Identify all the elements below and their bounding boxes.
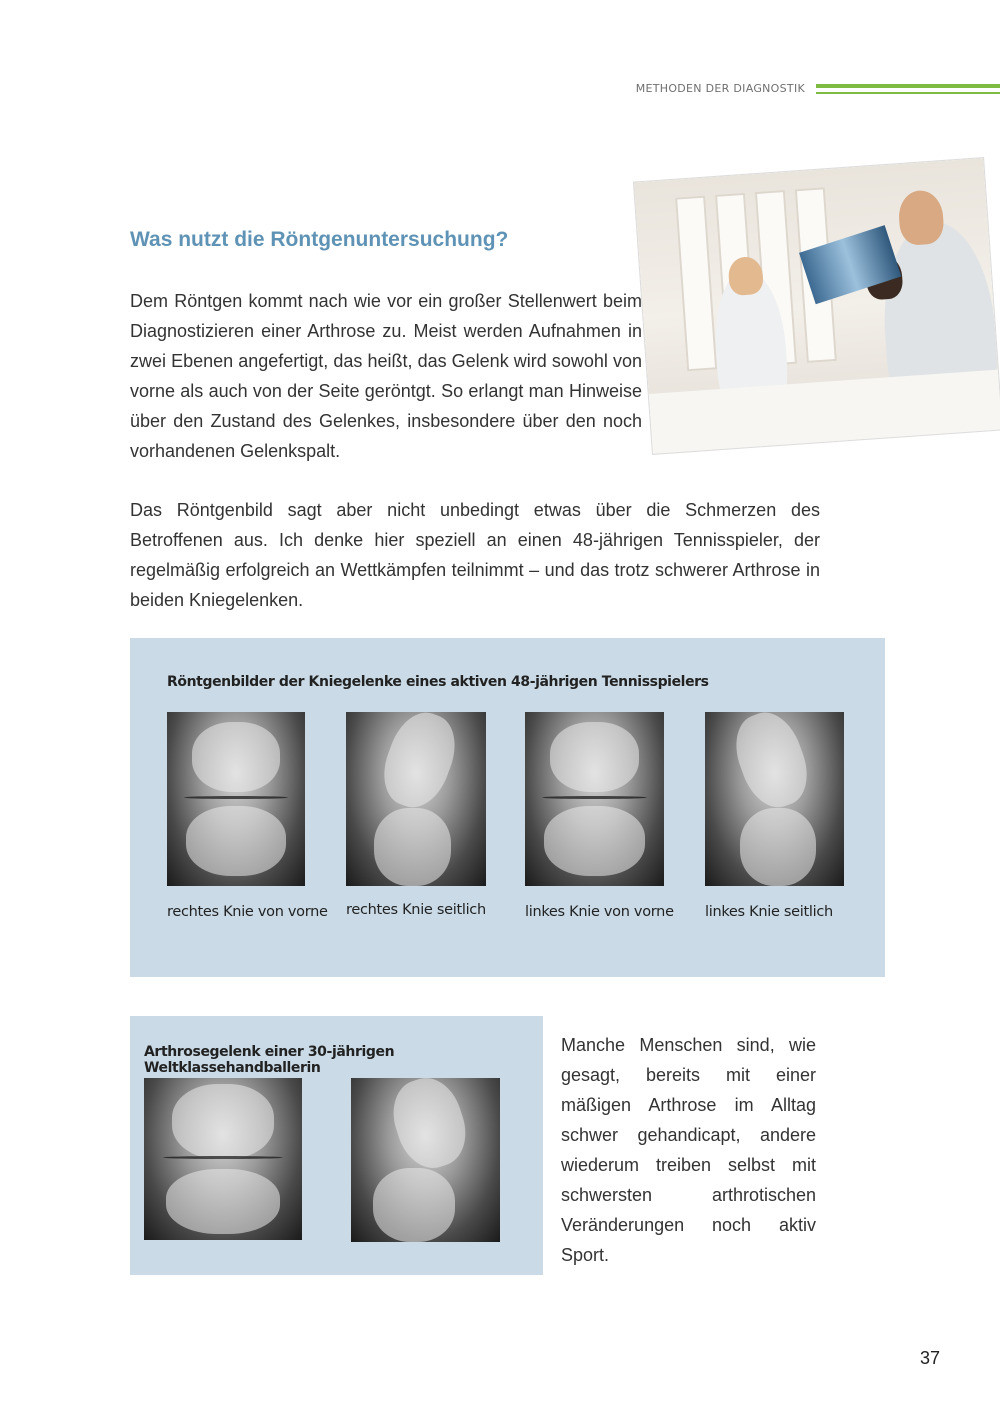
header-accent-bar: [816, 84, 1000, 88]
section-title: Was nutzt die Röntgenuntersuchung?: [130, 228, 509, 251]
paragraph-conclusion: Manche Menschen sind, wie gesagt, bereits mit einer mäßigen Arthrose im Alltag schwer gehandicapt, andere wiederum treiben selbst mit schwersten arthrotischen Veränderungen noch aktiv Sport.: [561, 1035, 816, 1265]
xray-left-knee-front: [525, 712, 664, 886]
label-left-knee-front: linkes Knie von vorne: [525, 904, 674, 920]
figure-handball-xrays: [130, 1016, 543, 1275]
header-accent-bar-thin: [816, 92, 1000, 94]
figure-caption: Röntgenbilder der Kniegelenke eines aktiven 48-jährigen Tennisspielers: [167, 674, 709, 690]
xray-right-knee-front: [167, 712, 305, 886]
page-number: 37: [919, 1348, 940, 1368]
label-right-knee-side: rechtes Knie seitlich: [346, 902, 486, 918]
paragraph-intro: Dem Röntgen kommt nach wie vor ein großer Stellenwert beim Diagnostizieren einer Arthrose zu. Meist werden Aufnahmen in zwei Ebenen angefertigt, das heißt, das Gelenk wird sowohl von vorne als auch von der Seite geröntgt. So erlangt man Hinweise über den Zustand des Gelenkes, insbesondere über den noch vorhandenen Gelenkspalt.: [130, 291, 642, 461]
label-right-knee-front: rechtes Knie von vorne: [167, 904, 328, 920]
xray-handball-side: [351, 1078, 500, 1242]
figure-tennis-xrays: [130, 638, 885, 977]
xray-right-knee-side: [346, 712, 486, 886]
paragraph-tennis-player: Das Röntgenbild sagt aber nicht unbedingt etwas über die Schmerzen des Betroffenen aus. Ich denke hier speziell an einen 48-jährigen Tennisspieler, der regelmäßig erfolgreich an Wettkämpfen teilnimmt – und das trotz schwerer Arthrose in beiden Kniegelenken.: [130, 500, 820, 610]
figure-caption-handball: Arthrosegelenk einer 30-jährigen Weltklassehandballerin: [144, 1044, 395, 1076]
doctors-photo: [634, 158, 1000, 454]
xray-left-knee-side: [705, 712, 844, 886]
label-left-knee-side: linkes Knie seitlich: [705, 904, 833, 920]
xray-handball-front: [144, 1078, 302, 1240]
header-section-label: METHODEN DER DIAGNOSTIK: [635, 82, 805, 95]
